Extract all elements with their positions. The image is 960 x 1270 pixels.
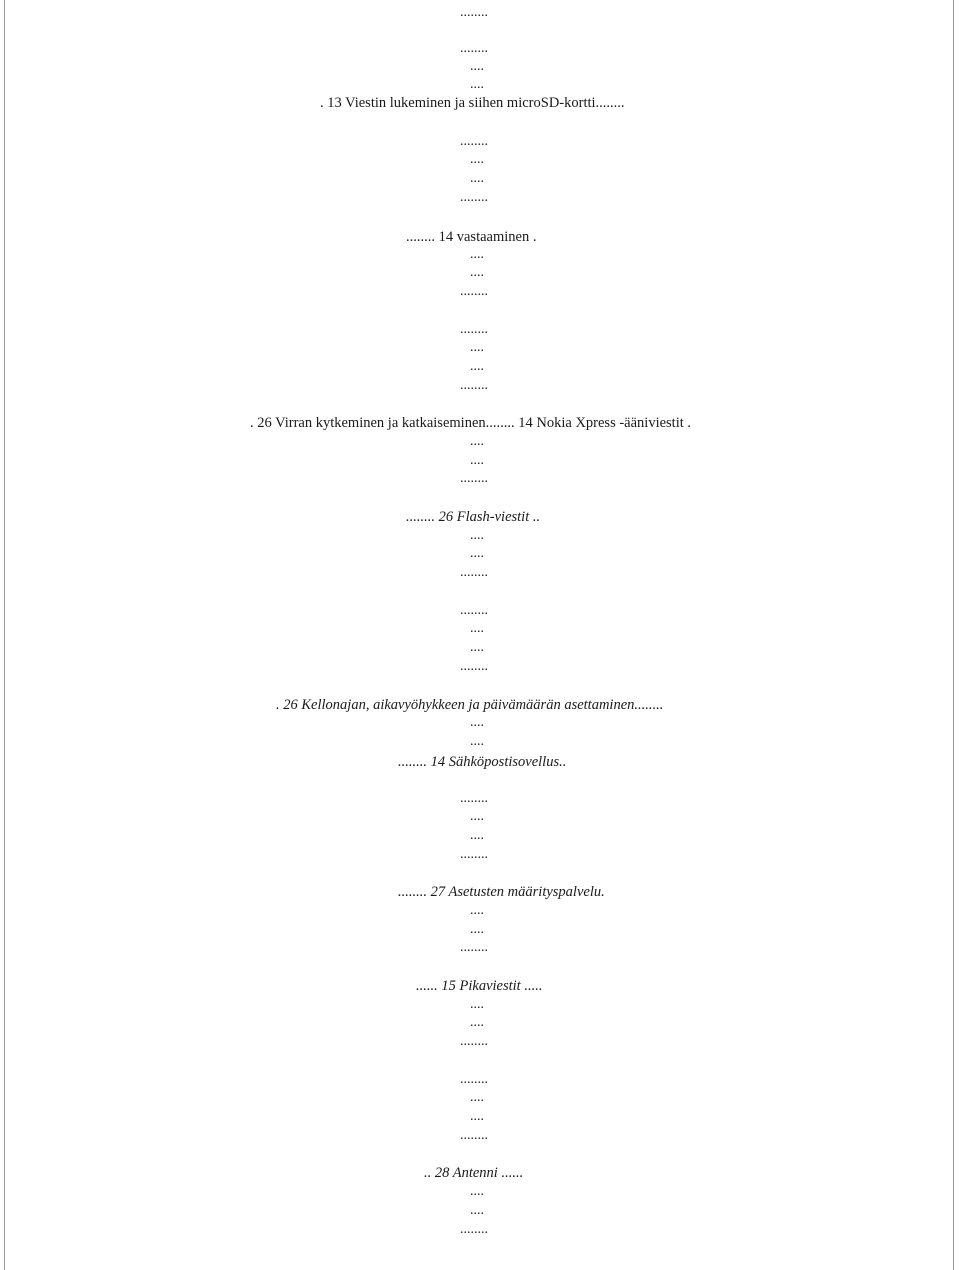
toc-line: .... <box>470 621 484 636</box>
toc-line: ........ <box>460 322 488 337</box>
toc-entry: ...... 15 Pikaviestit ..... <box>416 978 543 994</box>
toc-entry: ........ 14 Sähköpostisovellus.. <box>398 754 567 770</box>
toc-entry: ........ 26 Flash-viestit .. <box>406 509 541 525</box>
toc-entry: .. 28 Antenni ...... <box>424 1165 524 1181</box>
toc-line: .... <box>470 640 484 655</box>
toc-line: ........ <box>460 134 488 149</box>
toc-line: .... <box>470 59 484 74</box>
toc-line: .... <box>470 340 484 355</box>
toc-line: .... <box>470 1015 484 1030</box>
toc-entry: ........ 14 vastaaminen . <box>406 229 537 245</box>
toc-line: ........ <box>460 847 488 862</box>
toc-entry: ........ 27 Asetusten määrityspalvelu. <box>398 884 605 900</box>
toc-line: ........ <box>460 1222 488 1237</box>
toc-line: .... <box>470 247 484 262</box>
toc-line: .... <box>470 1184 484 1199</box>
toc-line: .... <box>470 528 484 543</box>
toc-line: ........ <box>460 378 488 393</box>
toc-line: ........ <box>460 190 488 205</box>
toc-entry: . 26 Kellonajan, aikavyöhykkeen ja päivämäärän asettaminen........ <box>276 697 664 713</box>
toc-line: ........ <box>460 284 488 299</box>
toc-line: ........ <box>460 791 488 806</box>
toc-line: .... <box>470 997 484 1012</box>
toc-line: ........ <box>460 1072 488 1087</box>
toc-line: .... <box>470 715 484 730</box>
toc-line: .... <box>470 1203 484 1218</box>
toc-line: .... <box>470 903 484 918</box>
toc-line: ........ <box>460 1034 488 1049</box>
toc-line: ........ <box>460 659 488 674</box>
toc-line: .... <box>470 265 484 280</box>
toc-line: ........ <box>460 565 488 580</box>
toc-line: .... <box>470 734 484 749</box>
toc-line: .... <box>470 546 484 561</box>
toc-line: .... <box>470 359 484 374</box>
toc-line: ........ <box>460 471 488 486</box>
toc-line: .... <box>470 828 484 843</box>
toc-line: .... <box>470 171 484 186</box>
toc-line: .... <box>470 1109 484 1124</box>
toc-line: .... <box>470 453 484 468</box>
toc-entry: . 13 Viestin lukeminen ja siihen microSD-kortti........ <box>320 95 625 111</box>
toc-line: .... <box>470 434 484 449</box>
toc-line: .... <box>470 809 484 824</box>
toc-line: ........ <box>460 41 488 56</box>
toc-line: .... <box>470 1090 484 1105</box>
toc-line: ........ <box>460 940 488 955</box>
toc-entry: . 26 Virran kytkeminen ja katkaiseminen........ 14 Nokia Xpress -ääniviestit . <box>250 415 692 431</box>
toc-line: ........ <box>460 5 488 20</box>
toc-line: ........ <box>460 1128 488 1143</box>
toc-line: .... <box>470 77 484 92</box>
toc-line: .... <box>470 922 484 937</box>
toc-line: ........ <box>460 603 488 618</box>
toc-line: .... <box>470 152 484 167</box>
